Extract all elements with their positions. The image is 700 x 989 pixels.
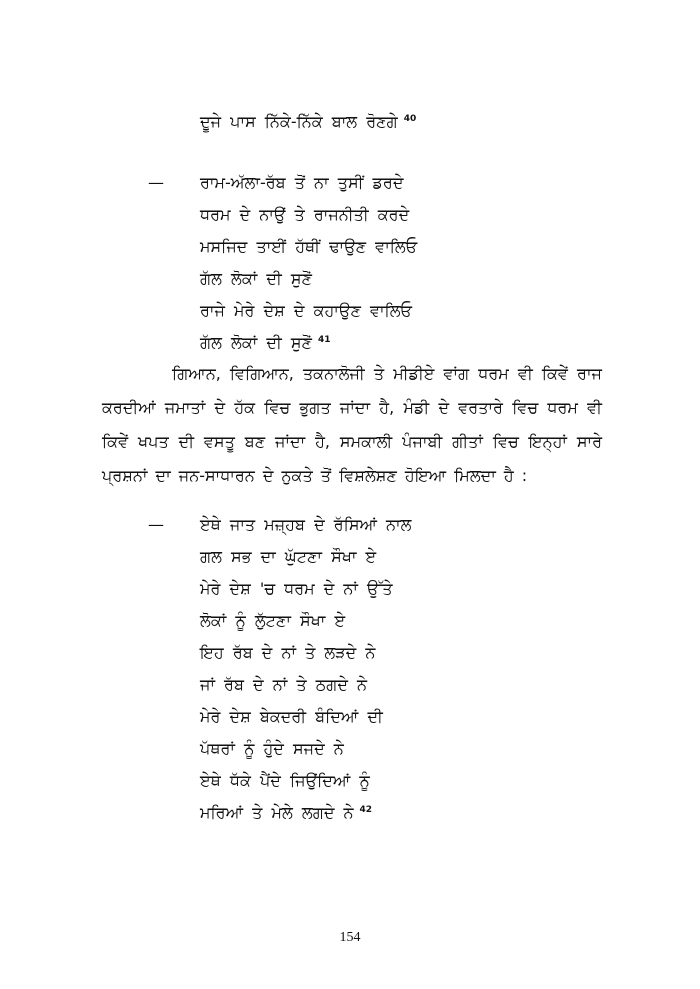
dash: — [148, 173, 164, 192]
verse-line [200, 333, 330, 353]
verse-text: ਗੱਲ ਲੋਕਾਂ ਦੀ ਸੁਣੋਂ [200, 333, 312, 352]
verse-line: ਧਰਮ ਦੇ ਨਾਉਂ ਤੇ ਰਾਜਨੀਤੀ ਕਰਦੇ [200, 205, 410, 224]
verse-line: ਪੱਥਰਾਂ ਨੂੰ ਹੁੰਦੇ ਸਜਦੇ ਨੇ [200, 739, 344, 758]
verse-line: ਮੇਰੇ ਦੇਸ਼ ਬੇਕਦਰੀ ਬੰਦਿਆਂ ਦੀ [200, 707, 383, 726]
footnote-ref: 40 [403, 114, 417, 124]
verse-text: ਮਰਿਆਂ ਤੇ ਮੇਲੇ ਲਗਦੇ ਨੇ [200, 803, 354, 822]
verse-line: ਗੱਲ ਲੋਕਾਂ ਦੀ ਸੁਣੋਂ [200, 269, 312, 288]
footnote-ref: 41 [317, 335, 331, 345]
body-paragraph: ਗਿਆਨ, ਵਿਗਿਆਨ, ਤਕਨਾਲੋਜੀ ਤੇ ਮੀਡੀਏ ਵਾਂਗ ਧਰਮ ਵੀ ਕਿਵੇਂ ਰਾਜ ਕਰਦੀਆਂ ਜਮਾਤਾਂ ਦੇ ਹੱਕ ਵਿਚ ਭੁਗਤ ਜਾਂਦਾ ਹੈ, ਮੰਡੀ ਦੇ ਵਰਤਾਰੇ ਵਿਚ ਧਰਮ ਵੀ ਕਿਵੇਂ ਖਪਤ ਦੀ ਵਸਤੂ ਬਣ ਜਾਂਦਾ ਹੈ, ਸਮਕਾਲੀ ਪੰਜਾਬੀ ਗੀਤਾਂ ਵਿਚ ਇਨ੍ਹਾਂ ਸਾਰੇ ਪ੍ਰਸ਼ਨਾਂ ਦਾ ਜਨ-ਸਾਧਾਰਨ ਦੇ ਨੁਕਤੇ ਤੋਂ ਵਿਸ਼ਲੇਸ਼ਣ ਹੋਇਆ ਮਿਲਦਾ ਹੈ : [102, 364, 602, 485]
verse-line [200, 803, 372, 823]
verse-line: ਜਾਂ ਰੱਬ ਦੇ ਨਾਂ ਤੇ ਠਗਦੇ ਨੇ [200, 675, 367, 694]
verse-line: ਏਥੇ ਜਾਤ ਮਜ਼੍ਹਬ ਦੇ ਰੱਸਿਆਂ ਨਾਲ [200, 515, 412, 534]
dash: — [148, 515, 164, 534]
verse-line: ਰਾਮ-ਅੱਲਾ-ਰੱਬ ਤੋਂ ਨਾ ਤੁਸੀਂ ਡਰਦੇ [200, 173, 404, 192]
verse-text: ਦੂਜੇ ਪਾਸ ਨਿੱਕੇ-ਨਿੱਕੇ ਬਾਲ ਰੋਣਗੇ [200, 112, 398, 131]
page-number: 154 [339, 930, 361, 945]
verse-end-line [200, 112, 416, 132]
verse-line: ਏਥੇ ਧੱਕੇ ਪੈਂਦੇ ਜਿਉਂਦਿਆਂ ਨੂੰ [200, 771, 370, 790]
verse-line: ਮੇਰੇ ਦੇਸ਼ 'ਚ ਧਰਮ ਦੇ ਨਾਂ ਉੱਤੇ [200, 579, 393, 598]
verse-line: ਰਾਜੇ ਮੇਰੇ ਦੇਸ਼ ਦੇ ਕਹਾਉਣ ਵਾਲਿਓ [200, 301, 412, 320]
verse-line: ਲੋਕਾਂ ਨੂੰ ਲੁੱਟਣਾ ਸੌਖਾ ਏ [200, 611, 346, 630]
footnote-ref: 42 [359, 805, 373, 815]
verse-line: ਗਲ ਸਭ ਦਾ ਘੁੱਟਣਾ ਸੌਖਾ ਏ [200, 547, 377, 566]
verse-line: ਇਹ ਰੱਬ ਦੇ ਨਾਂ ਤੇ ਲੜਦੇ ਨੇ [200, 643, 376, 662]
verse-line: ਮਸਜਿਦ ਤਾਈਂ ਹੱਥੀਂ ਢਾਉਣ ਵਾਲਿਓ [200, 237, 418, 256]
